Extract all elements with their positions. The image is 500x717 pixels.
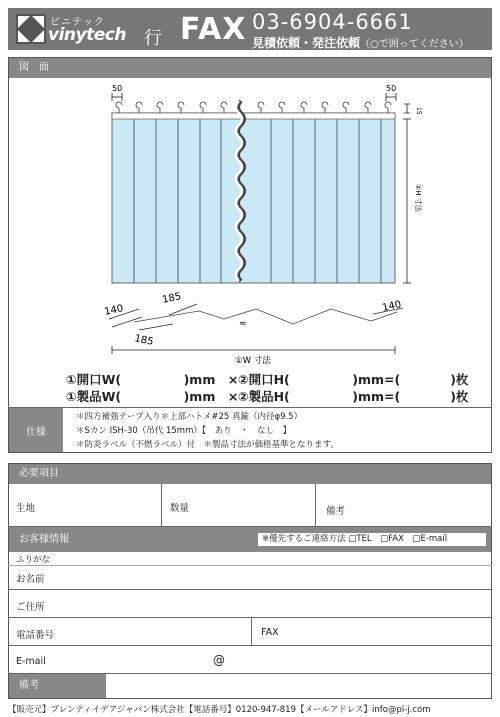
- dim-right-top-label: 50: [386, 84, 397, 93]
- height-dimension-line: [403, 119, 411, 283]
- pleat-line: [134, 309, 397, 324]
- spec-label: 仕様: [9, 408, 63, 452]
- address-field[interactable]: ご住所: [16, 602, 45, 613]
- email-field[interactable]: E-mail: [16, 656, 46, 667]
- order-form-frame: [8, 463, 492, 699]
- remarks-field[interactable]: [110, 676, 488, 696]
- spec-line-3: ＊防炎ラベル（不燃ラベル）付 ＊製品寸法が価格基準となります。: [76, 440, 339, 450]
- required-items-title: 必要項目: [9, 464, 491, 484]
- email-at-sign: @: [213, 653, 225, 667]
- svg-text:≈: ≈: [239, 319, 247, 329]
- header-banner: [8, 8, 492, 50]
- brand-name-ja: ビニテック: [50, 17, 105, 28]
- dim-185-top-label: 185: [161, 291, 183, 306]
- curtain-panel: [112, 113, 395, 283]
- request-type: 見積依頼・発注依頼: [252, 36, 361, 50]
- quantity-field[interactable]: 数量: [170, 503, 190, 514]
- vinytech-logo-icon: [16, 14, 46, 44]
- width-dimension-line: [112, 346, 395, 354]
- fax-label: FAX: [180, 12, 247, 47]
- product-width-field[interactable]: ①製品W( )mm ×: [66, 389, 239, 404]
- dim-140-right-label: 140: [381, 299, 403, 314]
- opening-height-field[interactable]: ②開口H( )mm=( )枚: [238, 372, 469, 387]
- dim-140-left-label: 140: [103, 303, 125, 318]
- spec-line-1: ＊四方補強テープ入り＊上部ハトメ#25 真鍮（内径φ9.5）: [76, 412, 303, 422]
- brand-suffix: 行: [144, 28, 162, 49]
- contact-method-checkboxes[interactable]: ※優先するご連絡方法 □TEL □FAX □E-mail: [258, 533, 486, 546]
- request-note: （○で囲ってください）: [360, 39, 469, 50]
- dim-w-label: ①W 寸法: [235, 356, 271, 366]
- hook-icons: [116, 102, 391, 113]
- footer-seller-info: 【販売元】プレンティイデアジャパン株式会社【電話番号】0120-947-819【メールアドレス】info@pi-j.com: [8, 705, 431, 715]
- dim-h-label: ②H 寸法: [414, 184, 422, 212]
- remarks-label: 備考: [9, 674, 106, 698]
- curtain-diagram: [9, 79, 491, 406]
- dim-left-top-label: 50: [112, 84, 123, 93]
- fax-number: 03-6904-6661: [252, 10, 413, 34]
- fabric-field[interactable]: 生地: [16, 503, 36, 514]
- required-notes-field[interactable]: 備考: [326, 506, 346, 517]
- name-field[interactable]: お名前: [16, 574, 45, 585]
- drawing-section-title: 図 面: [9, 58, 491, 78]
- customer-info-title: お客様情報: [9, 527, 491, 552]
- phone-field[interactable]: 電話番号: [16, 630, 55, 641]
- opening-width-field[interactable]: ①開口W( )mm ×: [66, 372, 239, 387]
- request-subtitle: [252, 34, 469, 51]
- product-height-field[interactable]: ②製品H( )mm=( )枚: [238, 389, 469, 404]
- brand-name-en: vinytech: [48, 25, 126, 45]
- spec-line-2[interactable]: ＊Sカン ISH-30（吊代 15mm）【 あり ・ なし 】: [76, 426, 292, 436]
- top-reinforcement-tape: [112, 113, 395, 119]
- furigana-field[interactable]: ふりがな: [16, 555, 51, 565]
- dim-185-bottom-label: 185: [133, 333, 155, 348]
- fax-field[interactable]: FAX: [261, 627, 279, 638]
- dim-h-top-label: 15: [415, 107, 422, 115]
